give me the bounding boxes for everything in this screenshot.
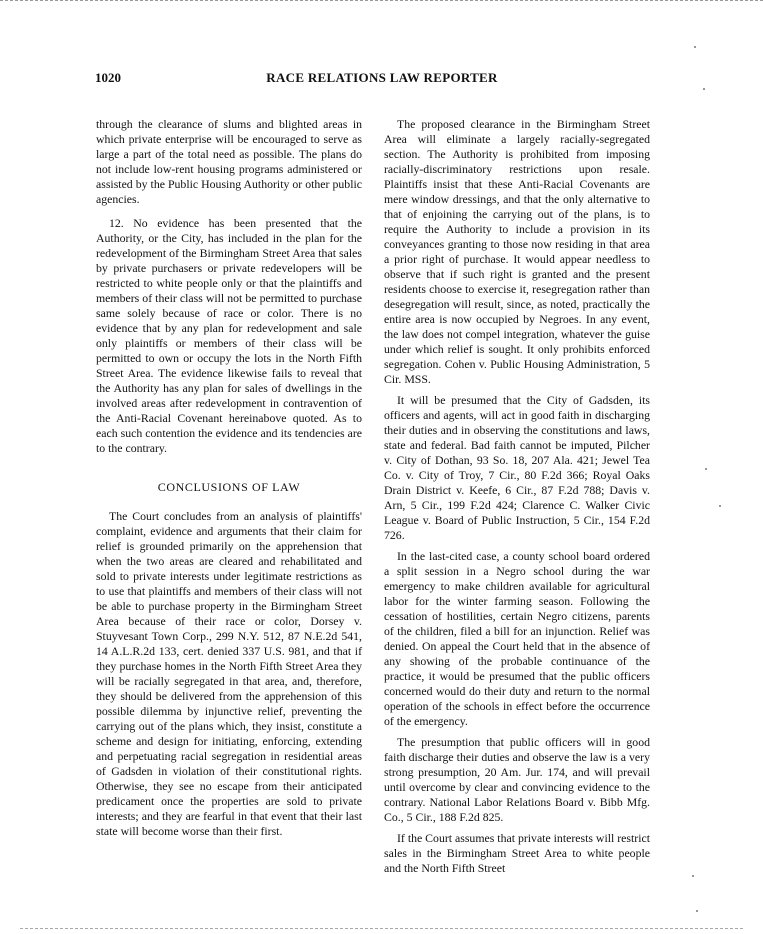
left-column	[96, 117, 362, 839]
scan-speck	[719, 505, 721, 507]
paragraph-continued: through the clearance of slums and blighted areas in which private enterprise will be encouraged to serve as large a part of the total need as possible. The plans do not include low-rent housing programs administered or assisted by the Public Housing Authority or other public agencies.	[96, 117, 362, 206]
paragraph: It will be presumed that the City of Gadsden, its officers and agents, will act in good faith in discharging their duties and in observing the constitutions and laws, state and federal. Bad faith cannot be imputed, Pilcher v. City of Dothan, 93 So. 18, 207 Ala. 421; Jewel Tea Co. v. City of Troy, 7 Cir., 80 F.2d 366; Royal Oaks Drain District v. Keefe, 6 Cir., 87 F.2d 788; Davis v. Arn, 5 Cir., 199 F.2d 424; Clarence C. Walker Civic League v. Board of Public Instruction, 5 Cir., 154 F.2d 726.	[384, 393, 650, 542]
scan-bottom-edge	[20, 928, 743, 930]
page-header	[95, 70, 669, 90]
page-number: 1020	[95, 70, 121, 85]
conclusions-paragraph: The Court concludes from an analysis of plaintiffs' complaint, evidence and arguments that their claim for relief is grounded primarily on the apprehension that when the two areas are cleared and rehabilitated and sold to private interests under legitimate restrictions as to use that plaintiffs and members of their class will not be able to purchase property in the Birmingham Street Area because of their race or color, Dorsey v. Stuyvesant Town Corp., 299 N.Y. 512, 87 N.E.2d 541, 14 A.L.R.2d 133, cert. denied 337 U.S. 981, and that if they purchase homes in the North Fifth Street Area they will be racially segregated in that area, and, therefore, they should be delivered from the apprehension of this possible dilemma by injunctive relief, preventing the carrying out of the plans which, they insist, constitute a scheme and design for initiating, enforcing, extending and perpetuating racial segregation in residential areas of Gadsden in violation of their constitutional rights. Otherwise, they see no escape from their anticipated predicament once the properties are sold to private interests; and they are fearful in that event that their last state will become worse than their first.	[96, 509, 362, 838]
paragraph: The proposed clearance in the Birmingham Street Area will eliminate a largely racially-segregated section. The Authority is prohibited from imposing racially-discriminatory restrictions upon resale. Plaintiffs insist that these Anti-Racial Covenants are mere window dressings, and that the only alternative to that of enjoining the carrying out of the plans, is to require the Authority to include a provision in its conveyances granting to those now residing in that area a prior right of purchase. It would appear needless to observe that if such right is granted and the present residents choose to exercise it, resegregation rather than desegregation will result, since, as noted, practically the entire area is now occupied by Negroes. In any event, the law does not compel integration, whatever the guise under which relief is sought. It only prohibits enforced segregation. Cohen v. Public Housing Administration, 5 Cir. MSS.	[384, 117, 650, 386]
scan-top-edge	[0, 0, 763, 2]
scan-speck	[705, 468, 707, 470]
running-title: RACE RELATIONS LAW REPORTER	[266, 70, 498, 85]
right-column	[384, 117, 650, 876]
paragraph: If the Court assumes that private interests will restrict sales in the Birmingham Street Area to white people and the North Fifth Street	[384, 831, 650, 875]
scan-speck	[694, 46, 696, 48]
scan-speck	[692, 875, 694, 877]
paragraph: The presumption that public officers will in good faith discharge their duties and observe the law is a very strong presumption, 20 Am. Jur. 174, and will prevail until overcome by clear and convincing evidence to the contrary. National Labor Relations Board v. Bibb Mfg. Co., 5 Cir., 188 F.2d 825.	[384, 735, 650, 824]
scan-speck	[696, 910, 698, 912]
paragraph: In the last-cited case, a county school board ordered a split session in a Negro school during the war emergency to make children available for agricultural labor for the winter farming season. Following the cessation of hostilities, certain Negro citizens, parents of the children, filed a bill for an injunction. Relief was denied. On appeal the Court held that in the absence of any showing of the probable continuance of the practice, it would be presumed that the public officers concerned would do their duty and return to the normal operation of the schools in effect before the occurrence of the emergency.	[384, 549, 650, 728]
scan-speck	[703, 88, 705, 90]
section-heading: CONCLUSIONS OF LAW	[157, 480, 301, 494]
finding-12-paragraph: 12. No evidence has been presented that the Authority, or the City, has included in the plan for the redevelopment of the Birmingham Street Area that sales by private purchasers or private redevelopers will be restricted to white people only or that the plaintiffs and members of their class will not be permitted to purchase same solely because of race or color. There is no evidence that by any plan for redevelopment and sale only plaintiffs or members of their class will be permitted to own or occupy the lots in the North Fifth Street Area. The evidence likewise fails to reveal that the Authority has any plan for sales of dwellings in the involved areas after redevelopment in contravention of the Anti-Racial Covenant hereinabove quoted. As to each such contention the evidence and its tendencies are to the contrary.	[96, 216, 362, 455]
